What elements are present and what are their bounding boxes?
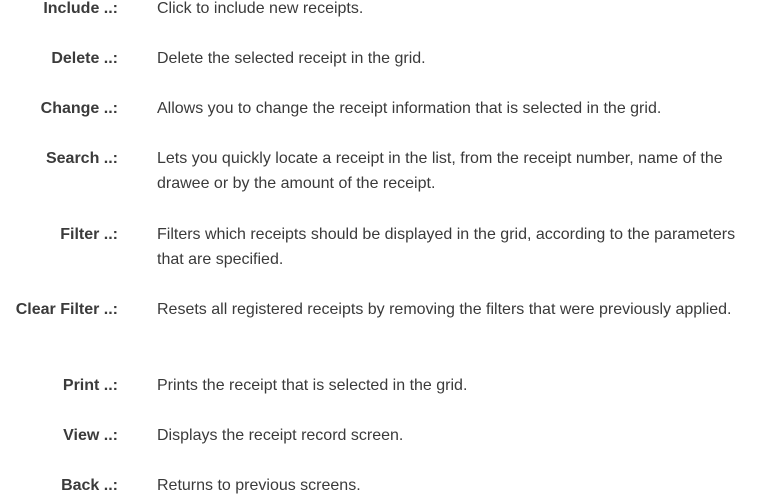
term-description: Click to include new receipts. [157,0,364,17]
term-label: Include ..: [43,0,118,17]
term-label: Search ..: [45,150,118,167]
term-description: Delete the selected receipt in the grid. [157,50,426,67]
term-description: Prints the receipt that is selected in the grid. [157,377,468,394]
term-description: Resets all registered receipts by removing the filters that were previously applied. [157,301,732,318]
term-label: Back ..: [61,477,118,494]
term-description: Lets you quickly locate a receipt in the list, from the receipt number, name of the drawee or by the amount of the receipt. [157,150,723,192]
term-description: Returns to previous screens. [157,477,361,494]
term-description: Allows you to change the receipt information that is selected in the grid. [157,100,662,117]
term-label: View ..: [63,427,118,444]
term-label: Print ..: [62,377,118,394]
term-label: Clear Filter ..: [15,301,118,318]
term-label: Delete ..: [51,50,118,67]
term-description: Filters which receipts should be displayed in the grid, according to the parameters that are specified. [157,226,736,268]
term-label: Change ..: [40,100,118,117]
term-label: Filter ..: [60,226,118,243]
term-description: Displays the receipt record screen. [157,427,404,444]
